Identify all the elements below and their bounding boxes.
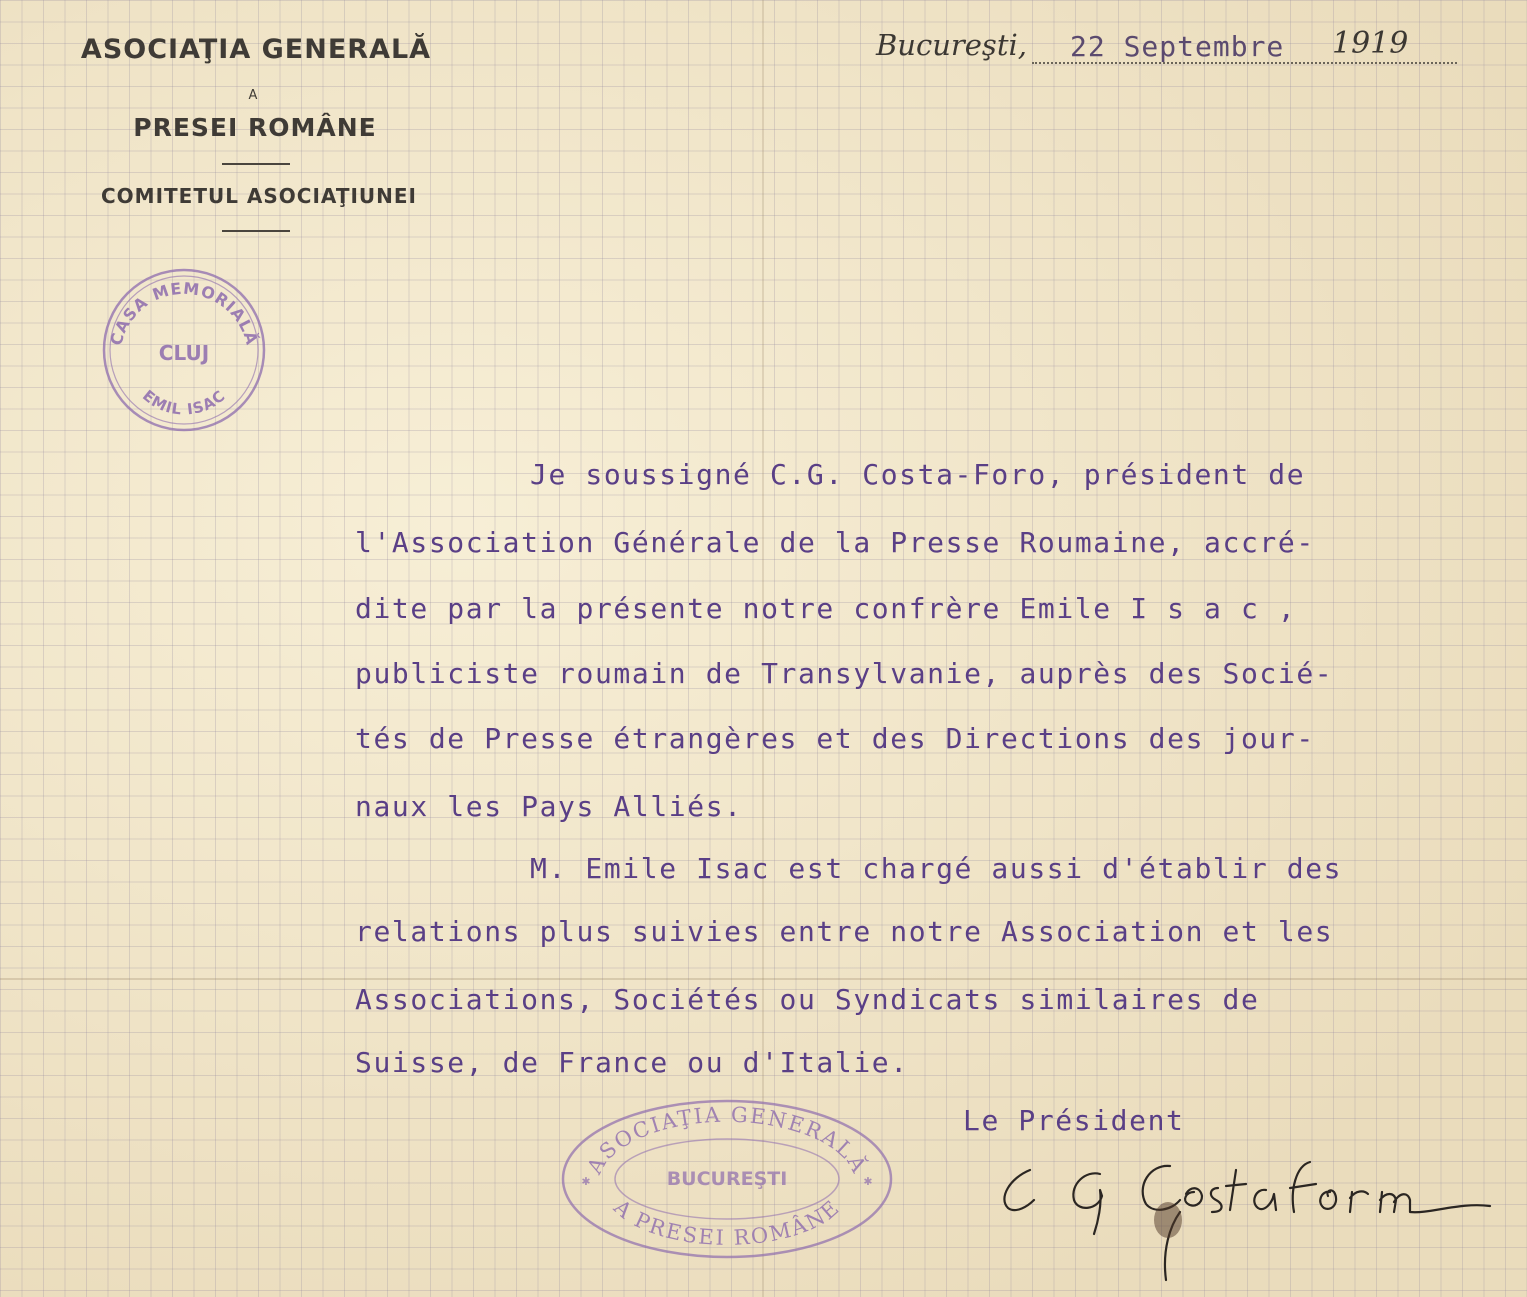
closing-label: Le Président bbox=[963, 1104, 1185, 1137]
date-city: Bucureşti, bbox=[876, 28, 1027, 62]
body-line: Associations, Sociétés ou Syndicats similaires de bbox=[355, 983, 1260, 1016]
date-typed: 22 Septembre bbox=[1070, 30, 1285, 63]
letterhead-subtitle: PRESEI ROMÂNE bbox=[133, 113, 377, 142]
body-line: tés de Presse étrangères et des Directions des jour- bbox=[355, 722, 1315, 755]
body-line: dite par la présente notre confrère Emile I s a c , bbox=[355, 592, 1297, 625]
memorial-stamp-center-text: CLUJ bbox=[158, 341, 210, 365]
memorial-stamp-bottom-text: EMIL ISAC bbox=[139, 386, 229, 419]
body-line: Je soussigné C.G. Costa-Foro, président de bbox=[530, 458, 1306, 491]
letterhead-connector: A bbox=[248, 88, 258, 103]
memorial-stamp-top-text: CASA MEMORIALĂ bbox=[106, 278, 262, 348]
date-year: 1919 bbox=[1332, 26, 1409, 61]
letterhead-title: ASOCIAŢIA GENERALĂ bbox=[80, 34, 432, 65]
letterhead-committee: COMITETUL ASOCIAŢIUNEI bbox=[100, 184, 417, 208]
svg-text:A PRESEI ROMÂNE bbox=[608, 1194, 844, 1250]
letterhead-divider bbox=[222, 230, 290, 232]
ink-blot bbox=[1154, 1202, 1182, 1238]
paper-fold-horizontal bbox=[0, 978, 1527, 980]
association-stamp bbox=[560, 1098, 894, 1260]
svg-text:CASA MEMORIALĂ bbox=[106, 279, 261, 348]
body-line: relations plus suivies entre notre Association et les bbox=[355, 915, 1334, 948]
star-icon: ✱ bbox=[581, 1173, 591, 1189]
body-line: publiciste roumain de Transylvanie, auprès des Socié- bbox=[355, 657, 1334, 690]
svg-text:EMIL ISAC bbox=[139, 386, 229, 418]
association-stamp-top-text: ASOCIAŢIA GENERALĂ bbox=[582, 1102, 872, 1178]
star-icon: ✱ bbox=[863, 1173, 873, 1189]
association-stamp-center-text: BUCUREŞTI bbox=[666, 1168, 788, 1190]
body-line: M. Emile Isac est chargé aussi d'établir des bbox=[530, 852, 1343, 885]
body-line: naux les Pays Alliés. bbox=[355, 790, 743, 823]
body-line: l'Association Générale de la Presse Roumaine, accré- bbox=[355, 526, 1315, 559]
association-stamp-bottom-text: A PRESEI ROMÂNE bbox=[609, 1194, 845, 1250]
letterhead-divider bbox=[222, 163, 290, 165]
handwritten-signature bbox=[990, 1130, 1510, 1290]
body-line: Suisse, de France ou d'Italie. bbox=[355, 1046, 909, 1079]
memorial-stamp bbox=[98, 266, 270, 434]
